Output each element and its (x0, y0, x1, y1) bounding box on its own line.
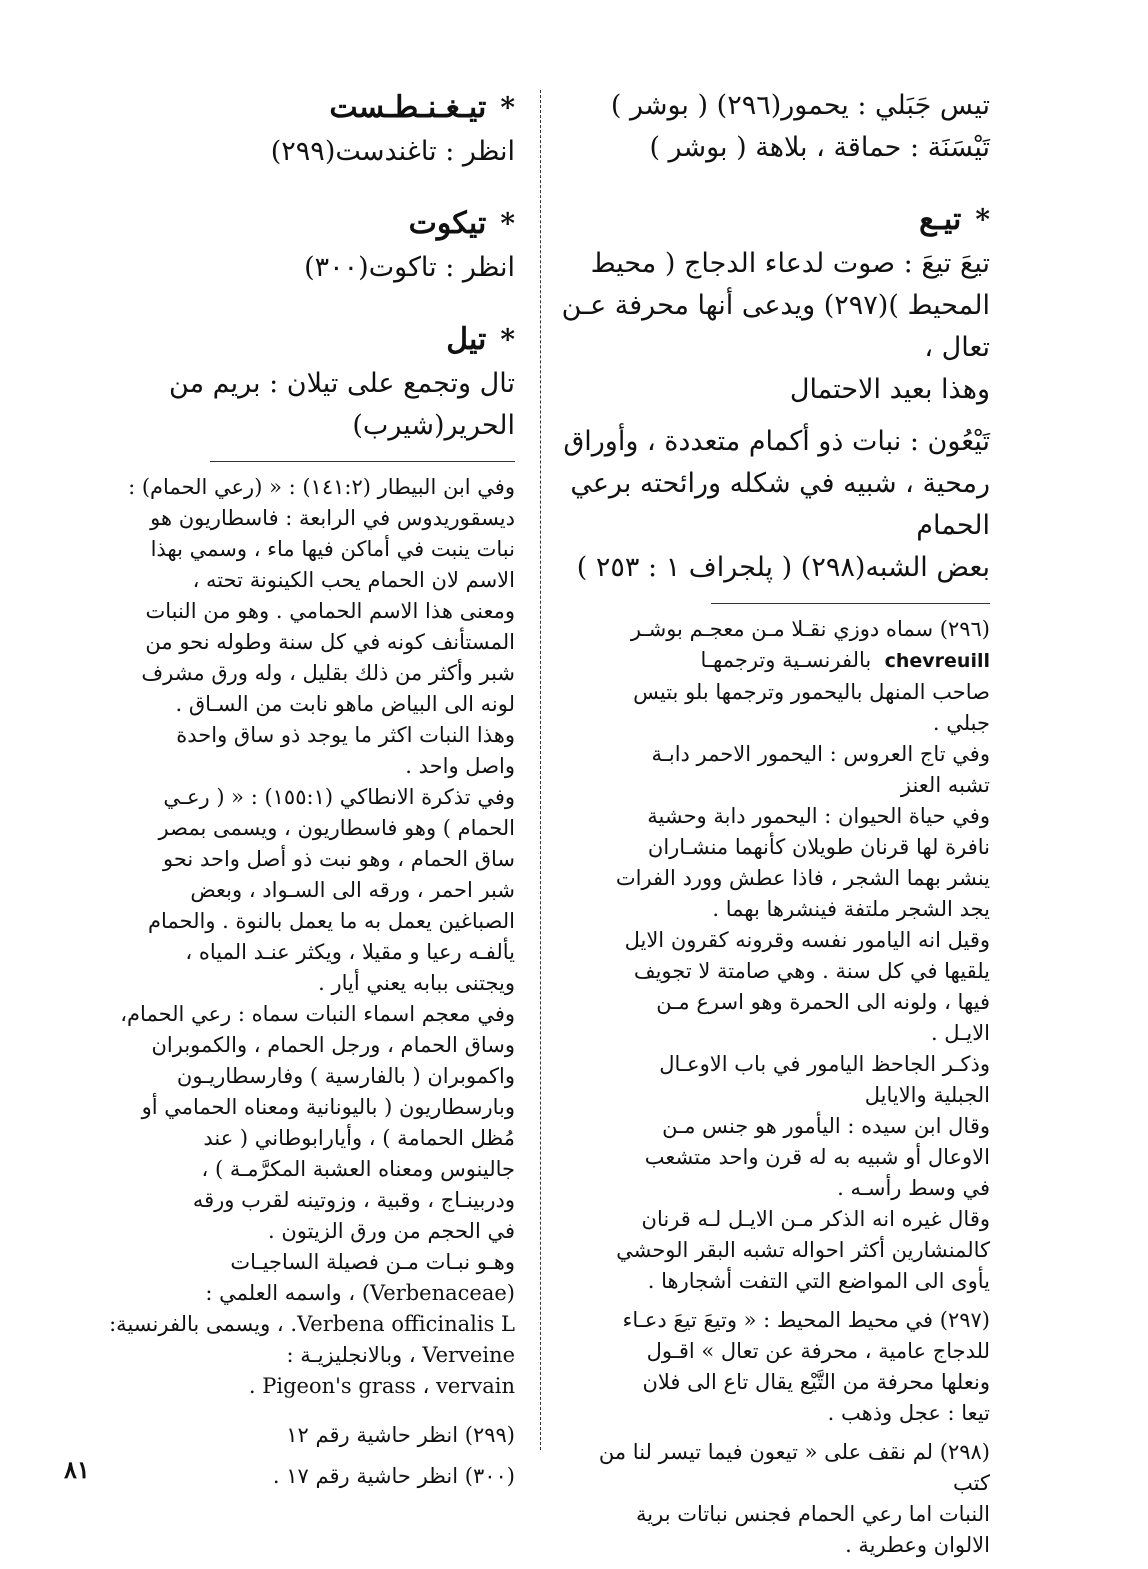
commentary-latin-line: Pigeon's grass ، vervain . (248, 1374, 515, 1398)
entry-line: تيس جَبَلي : يحمور(٢٩٦) ( بوشر ) (610, 90, 990, 121)
entry-line: بعض الشبه(٢٩٨) ( پلجراف ١ : ٢٥٣ ) (576, 552, 990, 583)
commentary-line: الصباغين يعمل به ما يعمل بالنوة . والحمام (148, 909, 515, 933)
commentary-latin-line: Verbena officinalis L. ، ويسمى بالفرنسية: (109, 1312, 515, 1336)
footnote-line: الجبلية والايايل (864, 1083, 990, 1107)
footnote-line: وذكـر الجاحظ اليامور في باب الاوعـال (659, 1052, 990, 1076)
commentary-line: ومعنى هذا الاسم الحمامي . وهو من النبات (145, 599, 515, 623)
entry-head-word: تيكوت (408, 206, 487, 241)
entry-line: المحيط )(٢٩٧) ويدعى أنها محرفة عـن تعال ، (561, 290, 990, 363)
commentary-line: وبارسطاريون ( باليونانية ومعناه الحمامي أو (141, 1095, 515, 1119)
footnote-line: النبات اما رعي الحمام فجنس نباتات برية (636, 1502, 990, 1526)
footnote-line: الالوان وعطرية . (845, 1533, 990, 1557)
entry-line: انظر : تاغندست(٢٩٩) (270, 136, 515, 167)
page-number: ٨١ (64, 1455, 90, 1484)
entry-line: انظر : تاكوت(٣٠٠) (304, 252, 515, 283)
footnote-298 (560, 1437, 990, 1561)
entry-head-word: تيـغـنـطـست (329, 90, 487, 125)
footnote-line: وقال ابن سيده : اليأمور هو جنس مـن (662, 1114, 990, 1138)
entry-heading (45, 201, 515, 247)
commentary-line: مُظل الحمامة ) ، وأيارابوطاني ( عند (203, 1126, 515, 1150)
entry-heading (560, 197, 990, 243)
commentary-line: شبر وأكثر من ذلك بقليل ، وله ورق مشرف (141, 661, 515, 685)
footnote-line: وقيل انه اليامور نفسه وقرونه كقرون الايل (624, 928, 990, 952)
left-column (45, 85, 515, 1492)
entry-line: تال وتجمع على تيلان : بريم من الحرير(شيرب) (169, 368, 515, 441)
commentary-line: ودربينـاج ، وقبية ، وزوتينه لقرب ورقه (192, 1188, 515, 1212)
commentary-line: ديسقوريدوس في الرابعة : فاسطاريون هو (150, 506, 515, 530)
commentary-line: وساق الحمام ، ورجل الحمام ، والكموبران (151, 1033, 515, 1057)
footnote-297 (560, 1305, 990, 1429)
footnote-separator (210, 461, 516, 462)
commentary-line: نبات ينبت في أماكن فيها ماء ، وسمي بهذا (150, 537, 515, 561)
commentary-line: وفي معجم اسماء النبات سماه : رعي الحمام، (120, 1002, 515, 1026)
footnote-latin-term: chevreuill (884, 650, 990, 672)
commentary-line: ساق الحمام ، وهو نبت ذو أصل واحد نحو (163, 847, 515, 871)
entry-head-word: تيل (446, 322, 487, 357)
commentary-line: الحمام ) وهو فاسطاريون ، ويسمى بمصر (158, 816, 515, 840)
entry-heading (45, 317, 515, 363)
asterisk-icon: * (500, 207, 515, 240)
commentary-line: واكموبران ( بالفارسية ) وفارسطاريـون (176, 1064, 515, 1088)
footnote-line: يجد الشجر ملتفة فينشرها بهما . (712, 897, 990, 921)
footnote-line: الايـل . (930, 1021, 990, 1045)
entry-line: تيعَ تيعَ : صوت لدعاء الدجاج ( محيط (590, 248, 990, 279)
entry-line: تَيْعُون : نبات ذو أكمام متعددة ، وأوراق (563, 426, 990, 457)
footnote-line: وفي حياة الحيوان : اليحمور دابة وحشية (647, 804, 990, 828)
commentary-line: جالينوس ومعناه العشبة المكرَّمـة ) ، (201, 1157, 515, 1181)
footnote-line: في وسط رأسـه . (837, 1176, 990, 1200)
entry-line: وهذا بعيد الاحتمال (789, 374, 990, 405)
footnote-line: وفي تاج العروس : اليحمور الاحمر دابـة (651, 742, 990, 766)
asterisk-icon: * (500, 323, 515, 356)
footnote-line: ينشر بهما الشجر ، فاذا عطش وورد الفرات (615, 866, 990, 890)
footnote-line: chevreuill بالفرنسـية وترجمهـا (700, 648, 990, 672)
footnote-line: نافرة لها قرنان طويلان كأنهما منشـاران (647, 835, 990, 859)
entry-line: رمحية ، شبيه في شكله ورائحته برعي الحمام (570, 468, 990, 541)
commentary-line: الاسم لان الحمام يحب الكينونة تحته ، (192, 568, 515, 592)
footnote-299: (٢٩٩) انظر حاشية رقم ١٢ (286, 1423, 515, 1447)
footnote-line: وقال غيره انه الذكر مـن الايـل لـه قرنان (641, 1207, 990, 1231)
footnote-line: الاوعال أو شبيه به له قرن واحد متشعب (644, 1145, 990, 1169)
footnote-line: فيها ، ولونه الى الحمرة وهو اسرع مـن (656, 990, 990, 1014)
entry-heading (45, 85, 515, 131)
right-column (560, 85, 990, 1569)
column-divider (540, 90, 541, 1450)
footnote-line: كالمنشارين أكثر احواله تشبه البقر الوحشي (616, 1238, 990, 1262)
footnote-line: يلقيها في كل سنة . وهي صامتة لا تجويف (633, 959, 990, 983)
commentary-line: وفي ابن البيطار (١٤١:٢) : « (رعي الحمام) : (128, 475, 515, 499)
entry-line: تَيْسَنَة : حماقة ، بلاهة ( بوشر ) (649, 132, 990, 163)
commentary-line: شبر احمر ، ورقه الى السـواد ، وبعض (190, 878, 515, 902)
footnote-296 (560, 614, 990, 1297)
commentary-line: ويجتنى ببابه يعني أيار . (318, 971, 515, 995)
footnote-line: للدجاج عامية ، محرفة عن تعال » اقـول (646, 1339, 990, 1363)
commentary-line: وفي تذكرة الانطاكي (١٥٥:١) : « ( رعـي (163, 785, 515, 809)
commentary-line: المستأنف كونه في كل سنة وطوله نحو من (145, 630, 515, 654)
footnote-line: تشبه العنز (900, 773, 990, 797)
footnote-line: (٢٩٦) سماه دوزي نقـلا مـن معجـم بوشـر (630, 617, 990, 641)
footnote-line: صاحب المنهل باليحمور وترجمها بلو بتيس (633, 680, 990, 704)
commentary-line: في الحجم من ورق الزيتون . (268, 1219, 515, 1243)
footnote-line: (٢٩٨) لم نقف على « تيعون فيما تيسر لنا من كتب (598, 1440, 990, 1495)
commentary-line: لونه الى البياض ماهو نابت من السـاق . (175, 692, 515, 716)
footnote-separator (711, 603, 991, 604)
asterisk-icon: * (500, 91, 515, 124)
footnote-line: جبلي . (932, 711, 990, 735)
commentary-line: واصل واحد . (405, 754, 515, 778)
footnote-line: ونعلها محرفة من التَّيْع يقال تاع الى فلان (642, 1370, 990, 1394)
commentary-line: وهـو نبـات مـن فصيلة الساجيـات (230, 1250, 515, 1274)
commentary-latin-line: (Verbenaceae) ، واسمه العلمي : (205, 1281, 515, 1305)
footnote-line: (٢٩٧) في محيط المحيط : « وتيعَ تيعَ دعـاء (622, 1308, 990, 1332)
footnote-300: (٣٠٠) انظر حاشية رقم ١٧ . (272, 1464, 515, 1488)
commentary-line: وهذا النبات اكثر ما يوجد ذو ساق واحدة (176, 723, 515, 747)
commentary-latin-line: Verveine ، وبالانجليزيـة : (286, 1343, 515, 1367)
entry-head-word: تيـع (919, 202, 962, 237)
footnote-line: يأوى الى المواضع التي التفت أشجارها . (647, 1269, 990, 1293)
commentary-line: يألفـه رعيا و مقيلا ، ويكثر عنـد المياه ، (185, 940, 515, 964)
footnote-line: تيعا : عجل وذهب . (827, 1401, 990, 1425)
asterisk-icon: * (975, 203, 990, 236)
commentary-block (45, 472, 515, 1402)
